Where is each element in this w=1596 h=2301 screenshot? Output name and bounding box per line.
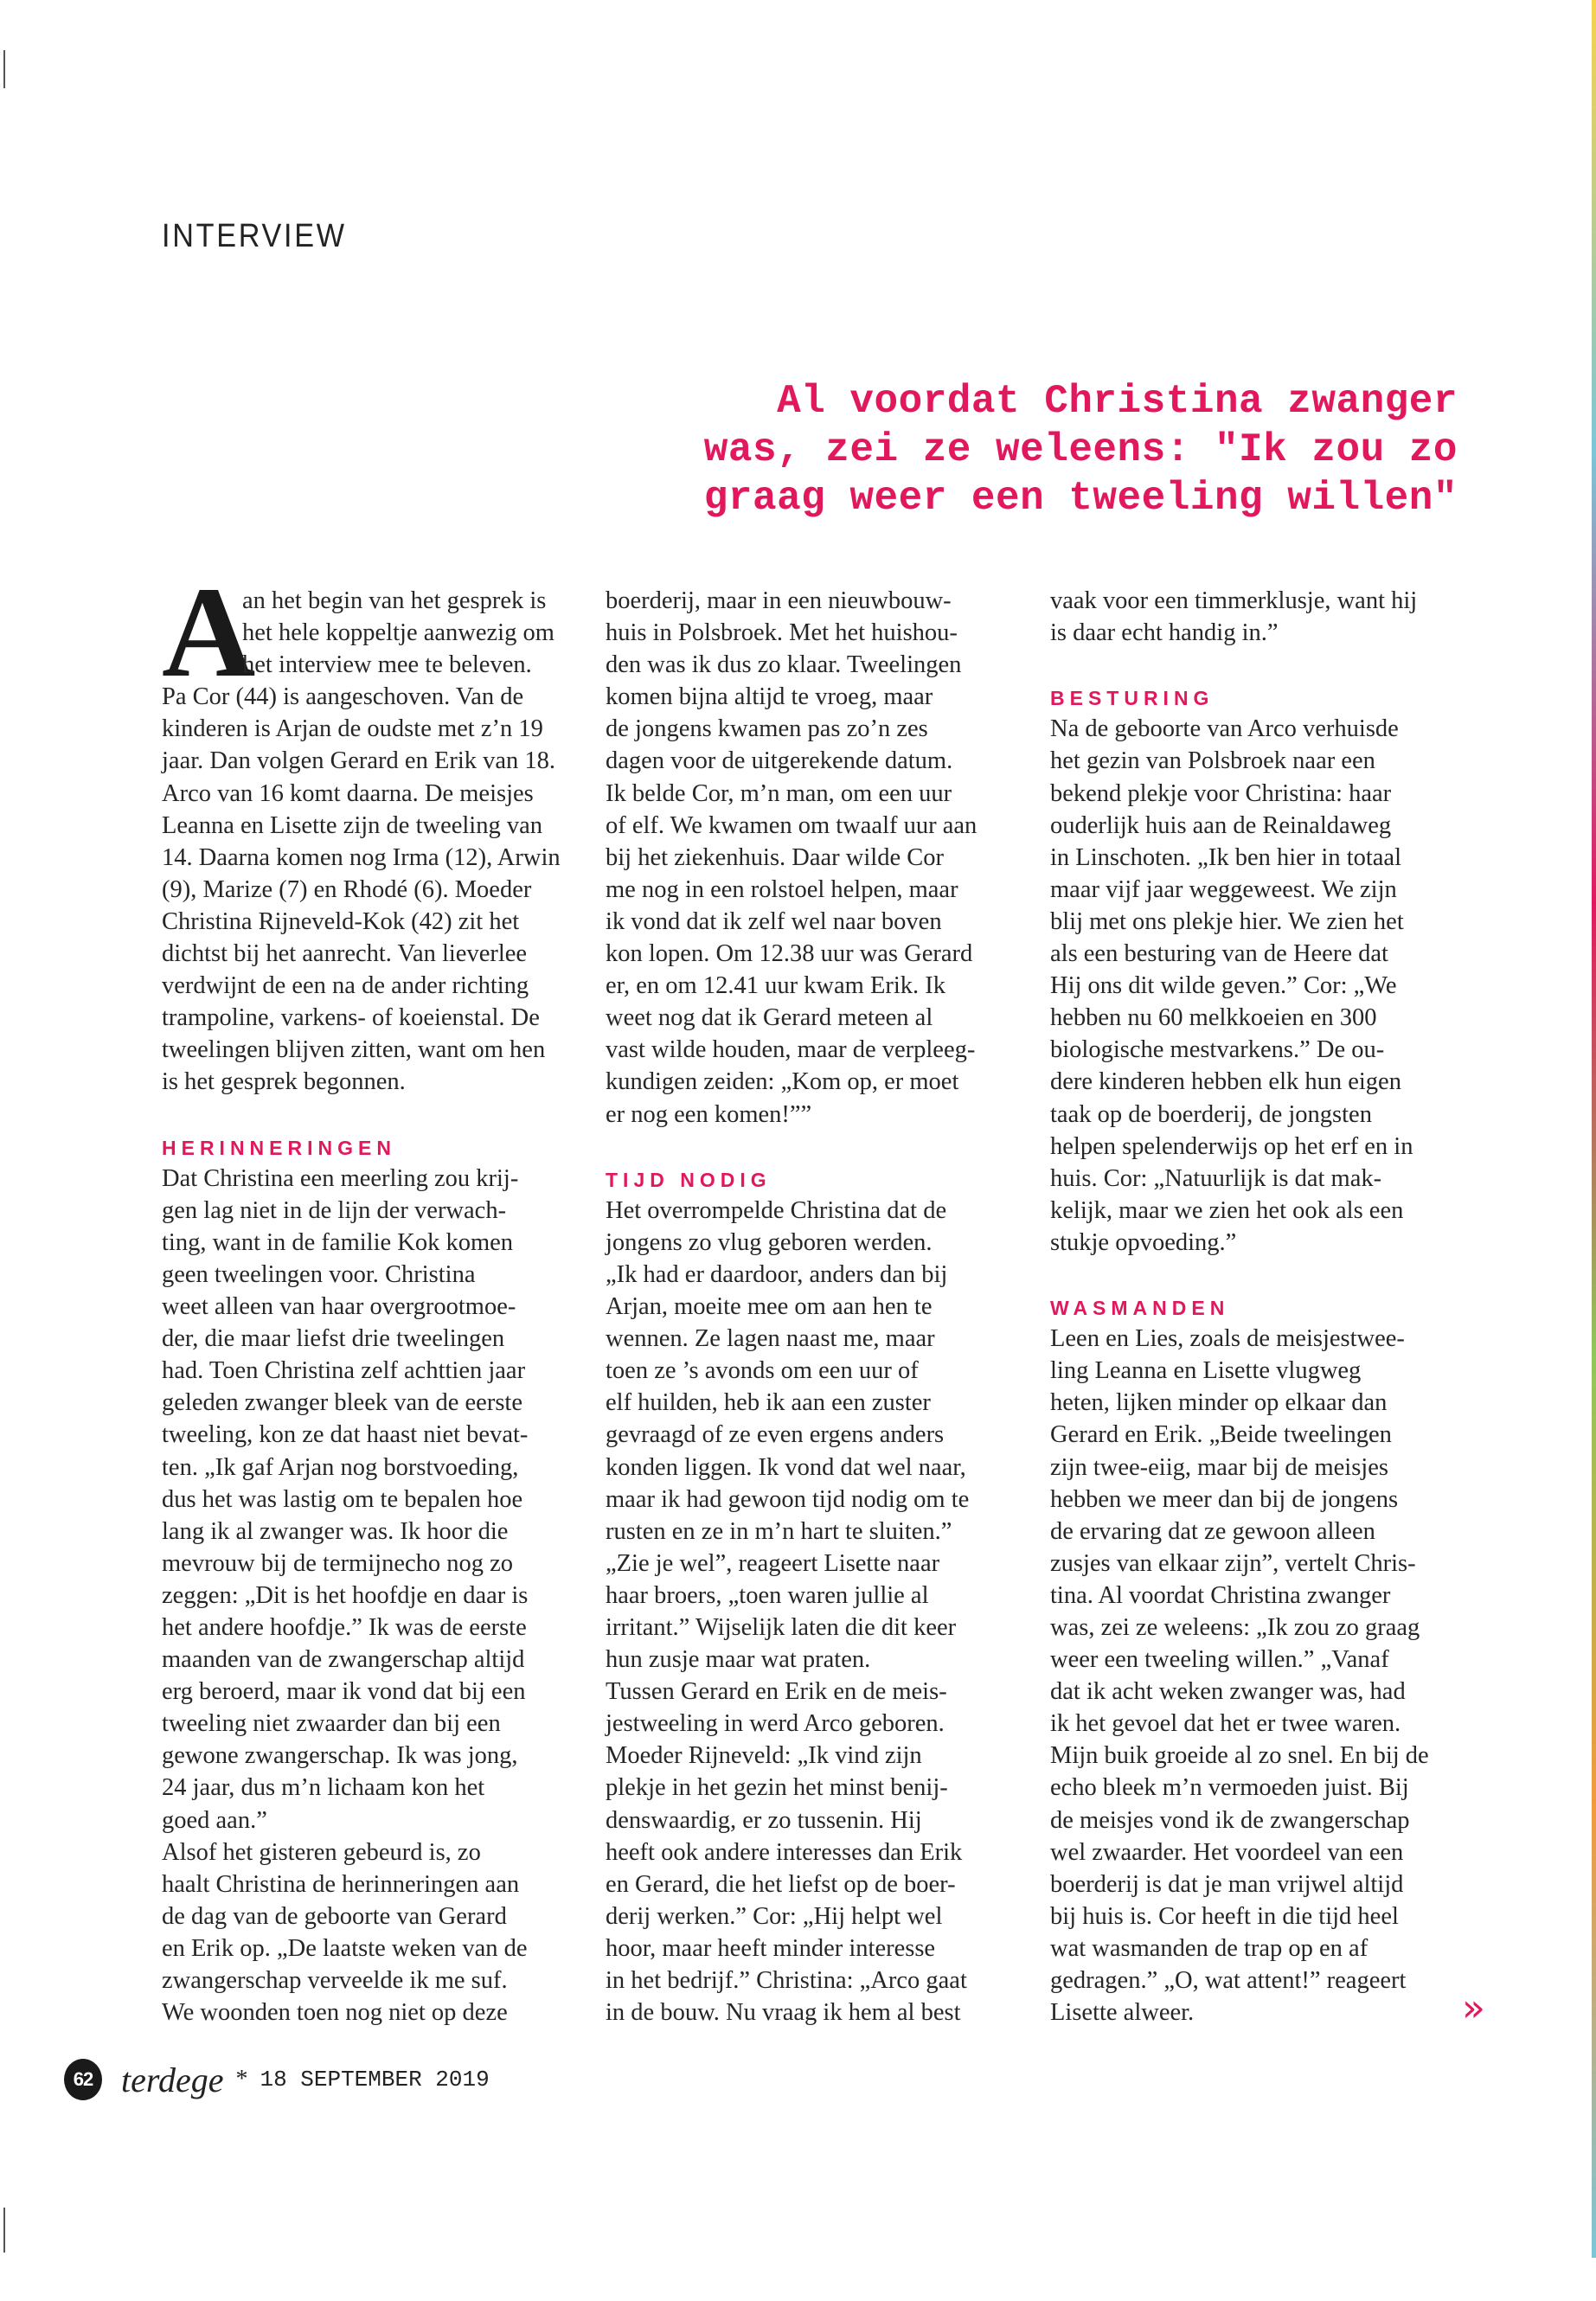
- body-text-line: 14. Daarna komen nog Irma (12), Arwin: [162, 843, 561, 871]
- body-text-line: kinderen is Arjan de oudste met z’n 19: [162, 715, 543, 743]
- spacer: [606, 1131, 1021, 1163]
- body-text-line: in de bouw. Nu vraag ik hem al best: [606, 1999, 961, 2027]
- body-text-line: dat ik acht weken zwanger was, had: [1050, 1678, 1406, 1706]
- separator-star-icon: *: [235, 2066, 248, 2093]
- body-text-line: taak op de boerderij, de jongsten: [1050, 1100, 1372, 1128]
- body-text-line: gewone zwangerschap. Ik was jong,: [162, 1742, 518, 1770]
- body-text-line: was, zei ze weleens: „Ik zou zo graag: [1050, 1614, 1420, 1641]
- body-text-line: tweelingen blijven zitten, want om hen: [162, 1036, 546, 1064]
- body-text-line: goed aan.”: [162, 1806, 267, 1834]
- body-text-line: Alsof het gisteren gebeurd is, zo: [162, 1838, 481, 1866]
- section-label: INTERVIEW: [162, 218, 347, 254]
- body-text-line: stukje opvoeding.”: [1050, 1228, 1237, 1256]
- body-text-line: „Zie je wel”, reageert Lisette naar: [606, 1549, 940, 1577]
- body-text-line: wennen. Ze lagen naast me, maar: [606, 1325, 935, 1353]
- body-text-line: huis in Polsbroek. Met het huishou-: [606, 619, 958, 647]
- article-column-2: [606, 585, 1021, 2029]
- body-text-line: an het begin van het gesprek is: [242, 587, 547, 614]
- body-text-line: de ervaring dat ze gewoon alleen: [1050, 1517, 1375, 1545]
- body-text-line: en Gerard, die het liefst op de boer-: [606, 1870, 956, 1898]
- body-text-line: hebben nu 60 melkkoeien en 300: [1050, 1004, 1377, 1032]
- body-text-line: haar broers, „toen waren jullie al: [606, 1581, 929, 1609]
- body-text-line: er, en om 12.41 uur kwam Erik. Ik: [606, 972, 946, 1000]
- body-text-line: zwangerschap verveelde ik me suf.: [162, 1967, 508, 1995]
- body-text-line: huis. Cor: „Natuurlijk is dat mak-: [1050, 1164, 1382, 1192]
- body-text-line: denswaardig, er zo tussenin. Hij: [606, 1806, 922, 1834]
- body-text-line: maar vijf jaar weggeweest. We zijn: [1050, 875, 1397, 903]
- body-text-line: lang ik al zwanger was. Ik hoor die: [162, 1517, 509, 1545]
- body-text-line: ling Leanna en Lisette vlugweg: [1050, 1357, 1362, 1385]
- body-text-line: Arjan, moeite mee om aan hen te: [606, 1293, 933, 1321]
- body-text-line: is het gesprek begonnen.: [162, 1068, 406, 1096]
- body-text-line: maanden van de zwangerschap altijd: [162, 1646, 525, 1674]
- body-text-line: en Erik op. „De laatste weken van de: [162, 1934, 528, 1962]
- body-text-line: Arco van 16 komt daarna. De meisjes: [162, 779, 534, 807]
- body-text-line: derij werken.” Cor: „Hij helpt wel: [606, 1902, 943, 1930]
- body-text-line: Gerard en Erik. „Beide tweelingen: [1050, 1421, 1392, 1449]
- body-text-line: Hij ons dit wilde geven.” Cor: „We: [1050, 972, 1397, 1000]
- body-text-line: biologische mestvarkens.” De ou-: [1050, 1036, 1385, 1064]
- pull-quote-line: was, zei ze weleens: "Ik zou zo: [703, 427, 1458, 472]
- body-text-line: Moeder Rijneveld: „Ik vind zijn: [606, 1742, 922, 1770]
- body-text-line: erg beroerd, maar ik vond dat bij een: [162, 1678, 526, 1706]
- body-text-line: konden liggen. Ik vond dat wel naar,: [606, 1453, 966, 1481]
- body-text-line: 24 jaar, dus m’n lichaam kon het: [162, 1774, 485, 1802]
- body-text-line: verdwijnt de een na de ander richting: [162, 972, 529, 1000]
- pull-quote-line: Al voordat Christina zwanger: [777, 379, 1458, 424]
- body-text-line: heten, lijken minder op elkaar dan: [1050, 1389, 1388, 1417]
- body-text-line: geleden zwanger bleek van de eerste: [162, 1389, 522, 1417]
- crop-mark: [3, 50, 5, 88]
- body-text-line: in Linschoten. „Ik ben hier in totaal: [1050, 843, 1401, 871]
- body-text-line: vaak voor een timmerklusje, want hij: [1050, 587, 1418, 614]
- body-text-line: hun zusje maar wat praten.: [606, 1646, 871, 1674]
- body-text-line: „Ik had er daardoor, anders dan bij: [606, 1260, 948, 1288]
- body-text-line: boerderij is dat je man vrijwel altijd: [1050, 1870, 1404, 1898]
- body-text-line: blij met ons plekje hier. We zien het: [1050, 907, 1404, 935]
- body-text-line: hebben we meer dan bij de jongens: [1050, 1485, 1399, 1513]
- body-text-line: ting, want in de familie Kok komen: [162, 1228, 514, 1256]
- page-number: 62: [64, 2059, 102, 2100]
- body-text-line: geen tweelingen voor. Christina: [162, 1260, 476, 1288]
- body-text-line: de meisjes vond ik de zwangerschap: [1050, 1806, 1410, 1834]
- body-text-line: gevraagd of ze even ergens anders: [606, 1421, 945, 1449]
- body-text-line: Dat Christina een meerling zou krij-: [162, 1164, 519, 1192]
- body-text-line: zusjes van elkaar zijn”, vertelt Chris-: [1050, 1549, 1416, 1577]
- body-text-line: dagen voor de uitgerekende datum.: [606, 747, 953, 775]
- body-text-line: (9), Marize (7) en Rhodé (6). Moeder: [162, 875, 532, 903]
- body-text-line: jaar. Dan volgen Gerard en Erik van 18.: [162, 747, 556, 775]
- body-text-line: bekend plekje voor Christina: haar: [1050, 779, 1392, 807]
- body-text-line: het hele koppeltje aanwezig om: [242, 619, 554, 647]
- body-text-line: komen bijna altijd te vroeg, maar: [606, 683, 933, 711]
- section-heading: HERINNERINGEN: [162, 1136, 396, 1159]
- body-text-line: als een besturing van de Heere dat: [1050, 940, 1388, 968]
- body-text-line: bij huis is. Cor heeft in die tijd heel: [1050, 1902, 1399, 1930]
- body-text-line: tina. Al voordat Christina zwanger: [1050, 1581, 1391, 1609]
- body-text-line: jestweeling in werd Arco geboren.: [606, 1710, 945, 1738]
- body-text-line: heeft ook andere interesses dan Erik: [606, 1838, 963, 1866]
- article-column-1: [162, 585, 577, 2029]
- body-text-line: zeggen: „Dit is het hoofdje en daar is: [162, 1581, 529, 1609]
- spacer: [1050, 1259, 1465, 1291]
- body-text-line: We woonden toen nog niet op deze: [162, 1999, 508, 2027]
- body-text-line: het gezin van Polsbroek naar een: [1050, 747, 1375, 775]
- body-text-line: bij het ziekenhuis. Daar wilde Cor: [606, 843, 944, 871]
- body-text-line: kundigen zeiden: „Kom op, er moet: [606, 1068, 959, 1096]
- body-text-line: is daar echt handig in.”: [1050, 619, 1279, 647]
- body-text-line: mevrouw bij de termijnecho nog zo: [162, 1549, 514, 1577]
- body-text-line: haalt Christina de herinneringen aan: [162, 1870, 520, 1898]
- body-text-line: gen lag niet in de lijn der verwach-: [162, 1196, 507, 1224]
- section-heading: TIJD NODIG: [606, 1168, 772, 1191]
- body-text-line: me nog in een rolstoel helpen, maar: [606, 875, 958, 903]
- spacer: [1050, 649, 1465, 681]
- body-text-line: tweeling, kon ze dat haast niet bevat-: [162, 1421, 529, 1449]
- body-text-line: tweeling niet zwaarder dan bij een: [162, 1710, 501, 1738]
- body-text-line: den was ik dus zo klaar. Tweelingen: [606, 651, 962, 679]
- body-text-line: helpen spelenderwijs op het erf en in: [1050, 1132, 1413, 1160]
- continue-chevron-icon: »: [1462, 1986, 1485, 2030]
- body-text-line: ouderlijk huis aan de Reinaldaweg: [1050, 811, 1392, 839]
- body-text-line: Na de geboorte van Arco verhuisde: [1050, 715, 1399, 743]
- body-text-line: vast wilde houden, maar de verpleeg-: [606, 1036, 976, 1064]
- body-text-line: plekje in het gezin het minst benij-: [606, 1774, 948, 1802]
- issue-date: 18 SEPTEMBER 2019: [260, 2067, 490, 2093]
- body-text-line: zijn twee-eiig, maar bij de meisjes: [1050, 1453, 1388, 1481]
- body-text-line: Tussen Gerard en Erik en de meis-: [606, 1678, 947, 1706]
- body-text-line: weer een tweeling willen.” „Vanaf: [1050, 1646, 1389, 1674]
- body-text-line: gedragen.” „O, wat attent!” reageert: [1050, 1967, 1407, 1995]
- magazine-logo: terdege: [121, 2060, 224, 2099]
- body-text-line: elf huilden, heb ik aan een zuster: [606, 1389, 931, 1417]
- body-text-line: der, die maar liefst drie tweelingen: [162, 1325, 505, 1353]
- body-text-line: dere kinderen hebben elk hun eigen: [1050, 1068, 1401, 1096]
- body-text-line: dichtst bij het aanrecht. Van lieverlee: [162, 940, 528, 968]
- body-text-line: Leen en Lies, zoals de meisjestwee-: [1050, 1325, 1405, 1353]
- crop-mark: [3, 2208, 5, 2253]
- body-text-line: de jongens kwamen pas zo’n zes: [606, 715, 928, 743]
- body-text-line: de dag van de geboorte van Gerard: [162, 1902, 507, 1930]
- body-text-line: dus het was lastig om te bepalen hoe: [162, 1485, 523, 1513]
- body-text-line: wel zwaarder. Het voordeel van een: [1050, 1838, 1404, 1866]
- body-text-line: Ik belde Cor, m’n man, om een uur: [606, 779, 952, 807]
- body-text-line: Het overrompelde Christina dat de: [606, 1196, 947, 1224]
- body-text-line: echo bleek m’n vermoeden juist. Bij: [1050, 1774, 1409, 1802]
- body-text-line: Lisette alweer.: [1050, 1999, 1195, 2027]
- body-text-line: hoor, maar heeft minder interesse: [606, 1934, 936, 1962]
- body-text-line: kon lopen. Om 12.38 uur was Gerard: [606, 940, 973, 968]
- body-text-line: ten. „Ik gaf Arjan nog borstvoeding,: [162, 1453, 519, 1481]
- page-footer: [64, 2059, 490, 2100]
- body-text-line: toen ze ’s avonds om een uur of: [606, 1357, 919, 1385]
- body-text-line: Leanna en Lisette zijn de tweeling van: [162, 811, 542, 839]
- body-text-line: ik het gevoel dat het er twee waren.: [1050, 1710, 1401, 1738]
- body-text-line: had. Toen Christina zelf achttien jaar: [162, 1357, 526, 1385]
- body-text-line: of elf. We kwamen om twaalf uur aan: [606, 811, 977, 839]
- section-heading: BESTURING: [1050, 687, 1215, 710]
- body-text-line: wat wasmanden de trap op en af: [1050, 1934, 1368, 1962]
- section-heading: WASMANDEN: [1050, 1297, 1230, 1320]
- body-text-line: er nog een komen!””: [606, 1100, 812, 1128]
- body-text-line: weet alleen van haar overgrootmoe-: [162, 1293, 516, 1321]
- body-text-line: het andere hoofdje.” Ik was de eerste: [162, 1614, 527, 1641]
- body-text-line: in het bedrijf.” Christina: „Arco gaat: [606, 1967, 967, 1995]
- body-text-line: Pa Cor (44) is aangeschoven. Van de: [162, 683, 524, 711]
- article-column-3: [1050, 585, 1465, 2029]
- body-text-line: het interview mee te beleven.: [242, 651, 532, 679]
- body-text-line: maar ik had gewoon tijd nodig om te: [606, 1485, 970, 1513]
- body-text-line: kelijk, maar we zien het ook als een: [1050, 1196, 1404, 1224]
- pull-quote-line: graag weer een tweeling willen": [703, 476, 1458, 521]
- body-text-line: boerderij, maar in een nieuwbouw-: [606, 587, 952, 614]
- body-text-line: trampoline, varkens- of koeienstal. De: [162, 1004, 540, 1032]
- pull-quote: [704, 377, 1458, 522]
- drop-cap: A: [162, 561, 256, 704]
- spacer: [162, 1099, 577, 1131]
- body-text-line: rusten en ze in m’n hart te sluiten.”: [606, 1517, 952, 1545]
- body-text-line: irritant.” Wijselijk laten die dit keer: [606, 1614, 957, 1641]
- page-edge-stripe: [1592, 0, 1596, 2258]
- body-text-line: Mijn buik groeide al zo snel. En bij de: [1050, 1742, 1429, 1770]
- body-text-line: ik vond dat ik zelf wel naar boven: [606, 907, 942, 935]
- body-text-line: Christina Rijneveld-Kok (42) zit het: [162, 907, 520, 935]
- body-text-line: weet nog dat ik Gerard meteen al: [606, 1004, 933, 1032]
- body-text-line: jongens zo vlug geboren werden.: [606, 1228, 933, 1256]
